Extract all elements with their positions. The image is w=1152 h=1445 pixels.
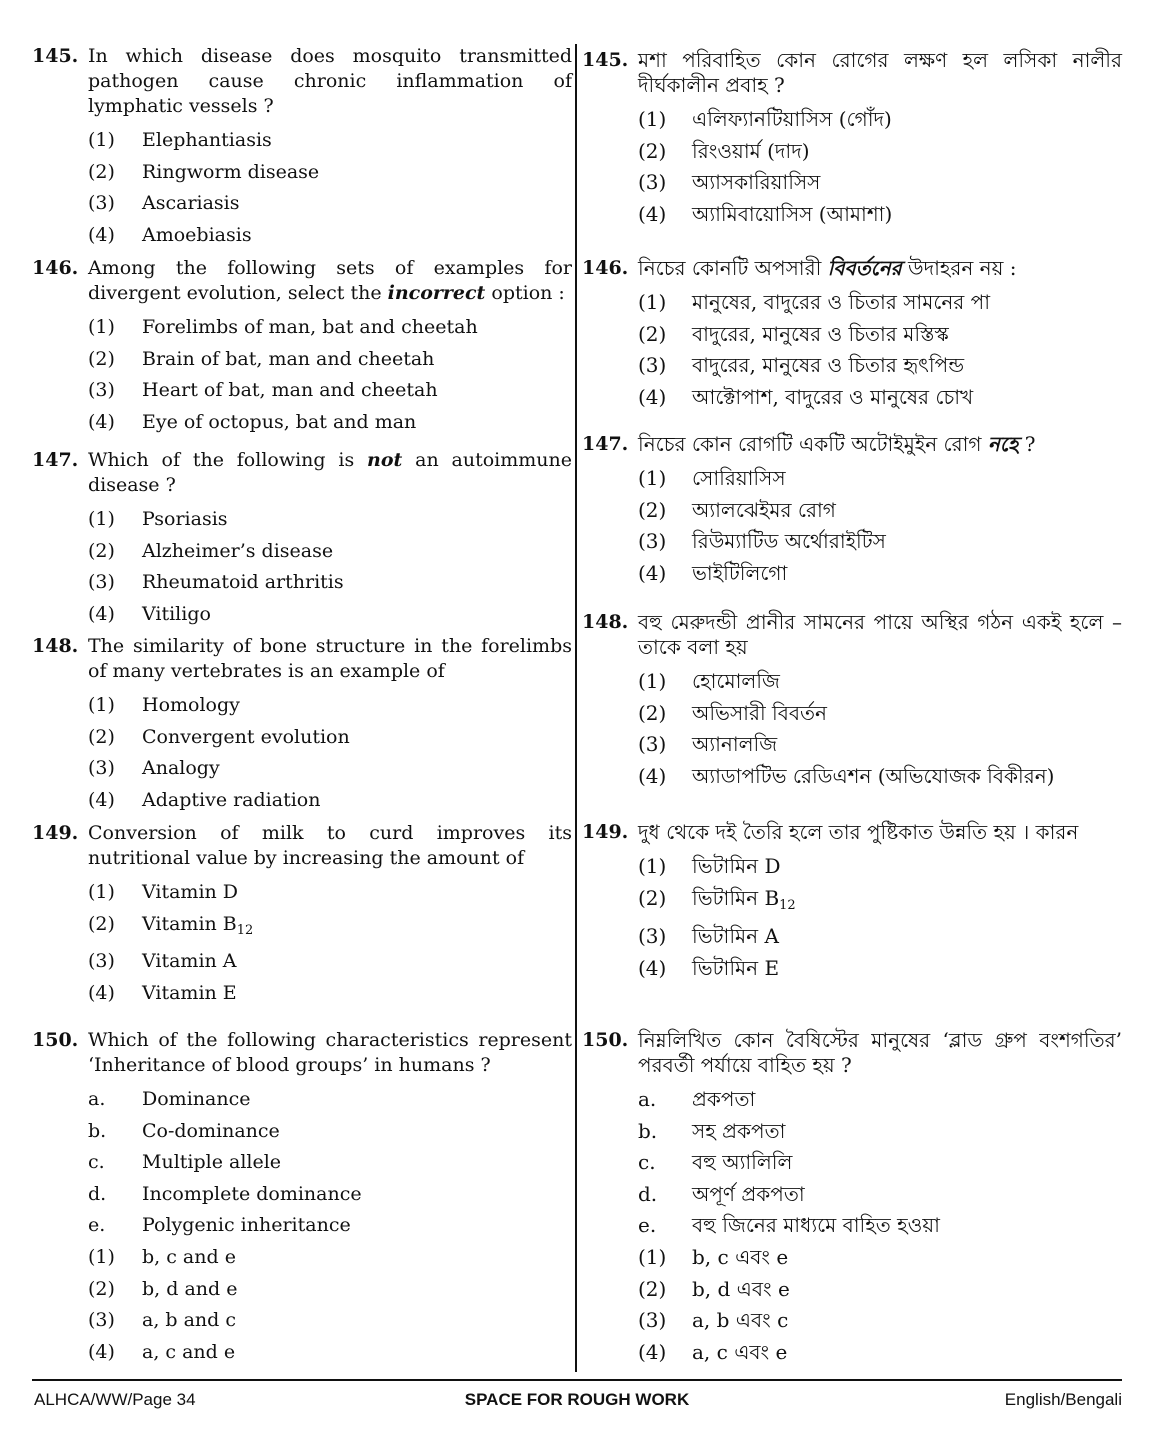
option-text: ভিটামিন A — [692, 924, 779, 949]
option-text: a, b and c — [142, 1309, 237, 1332]
option-item[interactable] — [88, 1084, 572, 1116]
option-item[interactable] — [88, 344, 572, 376]
option-label: (2) — [638, 138, 667, 163]
question-145 — [32, 44, 572, 251]
option-item[interactable] — [88, 188, 572, 220]
option-item[interactable] — [638, 1147, 1122, 1179]
option-text: Dominance — [142, 1088, 251, 1110]
option-label: (3) — [88, 1309, 115, 1332]
question-number: 145. — [32, 45, 79, 67]
option-text: b, d and e — [142, 1277, 238, 1300]
option-label: (4) — [88, 410, 115, 433]
option-text: মানুষের, বাদুরের ও চিতার সামনের পা — [692, 290, 991, 314]
question-text-part: option : — [485, 282, 565, 304]
option-item[interactable] — [88, 312, 572, 344]
question-146 — [32, 256, 572, 438]
question-text-part: নিচের কোনটি অপসারী — [638, 256, 828, 280]
emphasis-word: নহে — [987, 432, 1019, 456]
option-text: b, d এবং e — [692, 1276, 790, 1301]
language-label: English/Bengali — [1004, 1390, 1122, 1409]
option-label: (4) — [638, 384, 667, 409]
option-text: অভিসারী বিবর্তন — [692, 700, 827, 725]
option-item[interactable] — [88, 504, 572, 536]
option-label: b. — [88, 1119, 107, 1142]
question-page — [32, 44, 1122, 1374]
option-text: Vitamin D — [142, 881, 239, 903]
option-label: (2) — [638, 1276, 667, 1301]
option-text: সহ প্রকপতা — [692, 1118, 786, 1143]
option-label: (4) — [88, 788, 115, 811]
option-label: a. — [638, 1087, 657, 1111]
option-label: (3) — [638, 732, 667, 757]
option-text: Convergent evolution — [142, 725, 350, 748]
option-item[interactable] — [88, 1242, 572, 1274]
option-item[interactable] — [638, 495, 1122, 527]
option-label: (3) — [638, 1308, 667, 1333]
option-label: (1) — [88, 508, 115, 530]
option-label: (3) — [88, 192, 115, 215]
option-item[interactable] — [638, 1179, 1122, 1211]
option-label: (1) — [638, 290, 667, 314]
option-item[interactable] — [638, 761, 1122, 793]
option-item[interactable] — [88, 1116, 572, 1148]
option-label: e. — [88, 1214, 106, 1237]
question-number: 148. — [32, 635, 79, 657]
option-text: Vitamin A — [142, 950, 237, 973]
option-item[interactable] — [638, 1305, 1122, 1337]
option-label: (1) — [638, 854, 667, 878]
option-label: c. — [638, 1150, 656, 1175]
option-label: (1) — [88, 129, 115, 151]
option-text: এলিফ্যানটিয়াসিস (গোঁদ) — [692, 107, 892, 131]
option-text: Co-dominance — [142, 1119, 280, 1142]
option-item[interactable] — [88, 1305, 572, 1337]
option-item[interactable] — [88, 722, 572, 754]
option-item[interactable] — [88, 1274, 572, 1306]
emphasis-word: incorrect — [387, 282, 486, 304]
option-text: Vitamin E — [142, 981, 237, 1004]
question-148 — [582, 610, 1122, 792]
option-item[interactable] — [638, 1084, 1122, 1116]
option-text: হোমোলজি — [692, 669, 780, 693]
option-text: Forelimbs of man, bat and cheetah — [142, 316, 478, 338]
question-text — [638, 256, 1122, 281]
option-text: Ringworm disease — [142, 160, 320, 183]
option-item[interactable] — [638, 666, 1122, 698]
option-text: অপূর্ণ প্রকপতা — [692, 1181, 805, 1206]
option-text: রিউম্যাটিড অর্থোরাইটিস — [692, 529, 886, 554]
question-text: The similarity of bone structure in the forelimbs of many vertebrates is an example of — [88, 635, 572, 682]
question-number: 146. — [32, 257, 79, 279]
option-label: (4) — [638, 560, 667, 585]
option-text: অ্যানালজি — [692, 732, 778, 757]
question-text: দুধ থেকে দই তৈরি হলে তার পুষ্টিকাত উন্নতি হয় । কারন — [638, 820, 1079, 844]
option-text: অ্যামিবায়োসিস (আমাশা) — [692, 201, 893, 226]
question-147 — [582, 432, 1122, 589]
question-number: 147. — [582, 433, 629, 455]
option-list — [638, 287, 1122, 413]
option-text: বাদুরের, মানুষের ও চিতার মস্তিস্ক — [692, 321, 949, 346]
option-text: a, c and e — [142, 1340, 236, 1363]
option-text: a, b এবং c — [692, 1308, 789, 1333]
option-text: বহু জিনের মাধ্যমে বাহিত হওয়া — [692, 1213, 940, 1238]
option-item[interactable] — [88, 785, 572, 817]
option-label: (3) — [88, 950, 115, 973]
option-text: বহু অ্যালিলি — [692, 1150, 793, 1175]
question-150 — [582, 1028, 1122, 1368]
option-text: রিংওয়ার্ম (দাদ) — [692, 138, 810, 163]
option-label: (4) — [88, 602, 115, 625]
option-text: Eye of octopus, bat and man — [142, 410, 417, 433]
option-label: (2) — [638, 885, 667, 910]
rough-work-label: SPACE FOR ROUGH WORK — [464, 1390, 690, 1409]
option-item[interactable] — [638, 199, 1122, 231]
option-text: ভাইটিলিগো — [692, 560, 788, 585]
option-list — [638, 463, 1122, 589]
footer — [32, 1390, 1122, 1420]
question-number: 150. — [32, 1029, 79, 1051]
option-label: (1) — [638, 1244, 667, 1269]
option-label: a. — [88, 1088, 106, 1110]
option-item[interactable] — [638, 526, 1122, 558]
question-number: 145. — [582, 49, 629, 71]
option-text: Vitiligo — [142, 602, 211, 625]
option-item[interactable] — [88, 946, 572, 978]
option-list — [638, 104, 1122, 230]
option-label: (1) — [638, 466, 667, 490]
option-label: (1) — [88, 881, 115, 903]
option-list — [88, 312, 572, 438]
option-label: (4) — [88, 981, 115, 1004]
option-item[interactable] — [638, 463, 1122, 495]
option-label: (2) — [88, 160, 115, 183]
question-text: In which disease does mosquito transmitted pathogen cause chronic inflammation of lymphatic vessels ? — [88, 45, 572, 117]
option-label: (2) — [638, 497, 667, 522]
emphasis-word: not — [367, 449, 403, 471]
question-text-part: নিচের কোন রোগটি একটি অটোইমুইন রোগ — [638, 432, 988, 456]
option-item[interactable] — [638, 167, 1122, 199]
question-text — [88, 448, 572, 498]
option-text: অ্যালঝেইমর রোগ — [692, 497, 836, 522]
question-number: 147. — [32, 449, 79, 471]
question-145 — [582, 48, 1122, 230]
option-item[interactable] — [638, 382, 1122, 414]
option-text: b, c এবং e — [692, 1244, 789, 1269]
option-label: (2) — [88, 539, 115, 562]
option-label: c. — [88, 1151, 105, 1174]
option-label: (3) — [638, 353, 667, 378]
option-item[interactable] — [88, 157, 572, 189]
option-label: (2) — [88, 347, 115, 370]
option-text: Amoebiasis — [142, 223, 252, 246]
option-text: ভিটামিন E — [692, 955, 780, 980]
question-number: 146. — [582, 257, 629, 279]
question-150 — [32, 1028, 572, 1368]
question-text — [88, 256, 572, 306]
option-list — [88, 877, 572, 1009]
question-number: 149. — [32, 822, 79, 844]
option-item[interactable] — [638, 921, 1122, 953]
option-label: (2) — [638, 321, 667, 346]
page-code: ALHCA/WW/Page 34 — [34, 1390, 196, 1409]
footer-rule — [32, 1379, 1122, 1381]
question-149 — [582, 820, 1122, 984]
option-label: e. — [638, 1213, 657, 1238]
option-item[interactable] — [638, 1116, 1122, 1148]
option-text: অ্যাসকারিয়াসিস — [692, 170, 821, 195]
option-item[interactable] — [88, 1210, 572, 1242]
question-147 — [32, 448, 572, 630]
option-text: a, c এবং e — [692, 1339, 788, 1364]
option-item[interactable] — [638, 1337, 1122, 1369]
question-text-part: Which of the following is — [88, 449, 368, 471]
option-item[interactable] — [638, 350, 1122, 382]
option-item[interactable] — [638, 319, 1122, 351]
option-item[interactable] — [88, 375, 572, 407]
question-146 — [582, 256, 1122, 413]
option-text: Rheumatoid arthritis — [142, 571, 344, 594]
question-text-part: ? — [1018, 432, 1036, 456]
option-item[interactable] — [88, 690, 572, 722]
option-label: (2) — [638, 700, 667, 725]
option-label: (1) — [88, 694, 115, 716]
option-item[interactable] — [88, 1179, 572, 1211]
question-text: Which of the following characteristics represent ‘Inheritance of blood groups’ in humans ? — [88, 1029, 572, 1076]
option-label: (3) — [88, 571, 115, 594]
option-text: Heart of bat, man and cheetah — [142, 379, 438, 402]
option-item[interactable] — [638, 953, 1122, 985]
option-text: বাদুরের, মানুষের ও চিতার হৃৎপিন্ড — [692, 353, 965, 378]
option-text: সোরিয়াসিস — [692, 466, 786, 490]
question-148 — [32, 634, 572, 816]
option-label: (4) — [638, 763, 667, 788]
option-list — [88, 125, 572, 251]
question-149 — [32, 821, 572, 1009]
option-item[interactable] — [88, 220, 572, 252]
option-item[interactable] — [638, 1274, 1122, 1306]
question-text: মশা পরিবাহিত কোন রোগের লক্ষণ হল লসিকা নালীর দীর্ঘকালীন প্রবাহ ? — [638, 48, 1122, 97]
option-text: Brain of bat, man and cheetah — [142, 347, 435, 370]
option-text: Homology — [142, 694, 240, 716]
option-item[interactable] — [88, 599, 572, 631]
question-text: নিম্নলিখিত কোন বৈষিস্টের মানুষের ‘ব্লাড গ্রুপ বংশগতির’ পরবর্তী পর্যায়ে বাহিত হয় ? — [638, 1028, 1122, 1077]
option-text: আক্টোপাশ, বাদুরের ও মানুষের চোখ — [692, 384, 974, 409]
option-item[interactable] — [88, 978, 572, 1010]
option-item[interactable] — [88, 407, 572, 439]
option-label: (3) — [88, 379, 115, 402]
option-text: Alzheimer’s disease — [142, 539, 334, 562]
question-text-part: উদাহরন নয় : — [901, 256, 1017, 280]
option-item[interactable] — [88, 1147, 572, 1179]
question-text: বহু মেরুদন্ডী প্রানীর সামনের পায়ে অস্থির গঠন একই হলে – তাকে বলা হয় — [638, 610, 1122, 659]
option-label: (2) — [88, 725, 115, 748]
question-text: Conversion of milk to curd improves its nutritional value by increasing the amount of — [88, 822, 572, 869]
option-item[interactable] — [638, 729, 1122, 761]
option-label: (3) — [88, 757, 115, 780]
option-item[interactable] — [88, 877, 572, 909]
column-divider — [575, 44, 577, 1372]
option-label: (3) — [638, 170, 667, 195]
option-label: (3) — [638, 529, 667, 554]
question-text — [638, 432, 1122, 457]
option-item[interactable] — [638, 1242, 1122, 1274]
option-list — [88, 1084, 572, 1368]
option-item[interactable] — [88, 536, 572, 568]
option-label: (4) — [638, 955, 667, 980]
option-text: ভিটামিন B — [692, 885, 780, 910]
option-item[interactable] — [638, 883, 1122, 922]
option-item[interactable] — [638, 1210, 1122, 1242]
option-label: (2) — [88, 1277, 115, 1300]
option-label: (4) — [88, 1340, 115, 1363]
option-text: Adaptive radiation — [142, 788, 321, 811]
option-label: (4) — [638, 201, 667, 226]
option-text: b, c and e — [142, 1245, 236, 1268]
option-list — [88, 504, 572, 630]
option-label: b. — [638, 1118, 658, 1143]
option-item[interactable] — [88, 1337, 572, 1369]
option-item[interactable] — [88, 567, 572, 599]
question-number: 150. — [582, 1029, 629, 1051]
question-text-part: Among the following sets of examples for divergent evolution, select the — [88, 257, 572, 304]
option-text: Elephantiasis — [142, 129, 272, 151]
option-item[interactable] — [638, 104, 1122, 136]
option-text: Vitamin B — [142, 912, 237, 935]
option-text: Analogy — [142, 757, 220, 780]
option-subscript: 12 — [236, 922, 254, 938]
option-label: (1) — [88, 316, 115, 338]
option-item[interactable] — [638, 558, 1122, 590]
option-label: (1) — [88, 1245, 115, 1268]
option-list — [88, 690, 572, 816]
option-label: d. — [638, 1181, 658, 1206]
option-label: (1) — [638, 107, 667, 131]
option-item[interactable] — [88, 753, 572, 785]
option-text: Multiple allele — [142, 1151, 282, 1174]
option-item[interactable] — [638, 287, 1122, 319]
option-label: (3) — [638, 924, 667, 949]
option-item[interactable] — [638, 851, 1122, 883]
option-item[interactable] — [88, 909, 572, 947]
option-label: (2) — [88, 912, 115, 935]
option-item[interactable] — [88, 125, 572, 157]
option-list — [638, 1084, 1122, 1368]
option-item[interactable] — [638, 698, 1122, 730]
option-text: Ascariasis — [142, 192, 240, 215]
question-number: 148. — [582, 611, 629, 633]
option-label: (4) — [638, 1339, 667, 1364]
emphasis-word: বিবর্তনের — [827, 256, 902, 280]
option-label: (4) — [88, 223, 115, 246]
option-text: প্রকপতা — [692, 1087, 756, 1111]
option-text: অ্যাডাপটিভ রেডিএশন (অভিযোজক বিকীরন) — [692, 763, 1055, 788]
option-list — [638, 666, 1122, 792]
option-text: ভিটামিন D — [692, 854, 781, 878]
option-label: d. — [88, 1182, 107, 1205]
option-text: Psoriasis — [142, 508, 228, 530]
option-text: Incomplete dominance — [142, 1182, 362, 1205]
option-item[interactable] — [638, 136, 1122, 168]
option-subscript: 12 — [779, 897, 796, 913]
option-list — [638, 851, 1122, 984]
option-text: Polygenic inheritance — [142, 1214, 351, 1237]
question-number: 149. — [582, 821, 629, 843]
question-text-part: an autoimmune disease ? — [88, 449, 572, 496]
option-label: (1) — [638, 669, 667, 693]
